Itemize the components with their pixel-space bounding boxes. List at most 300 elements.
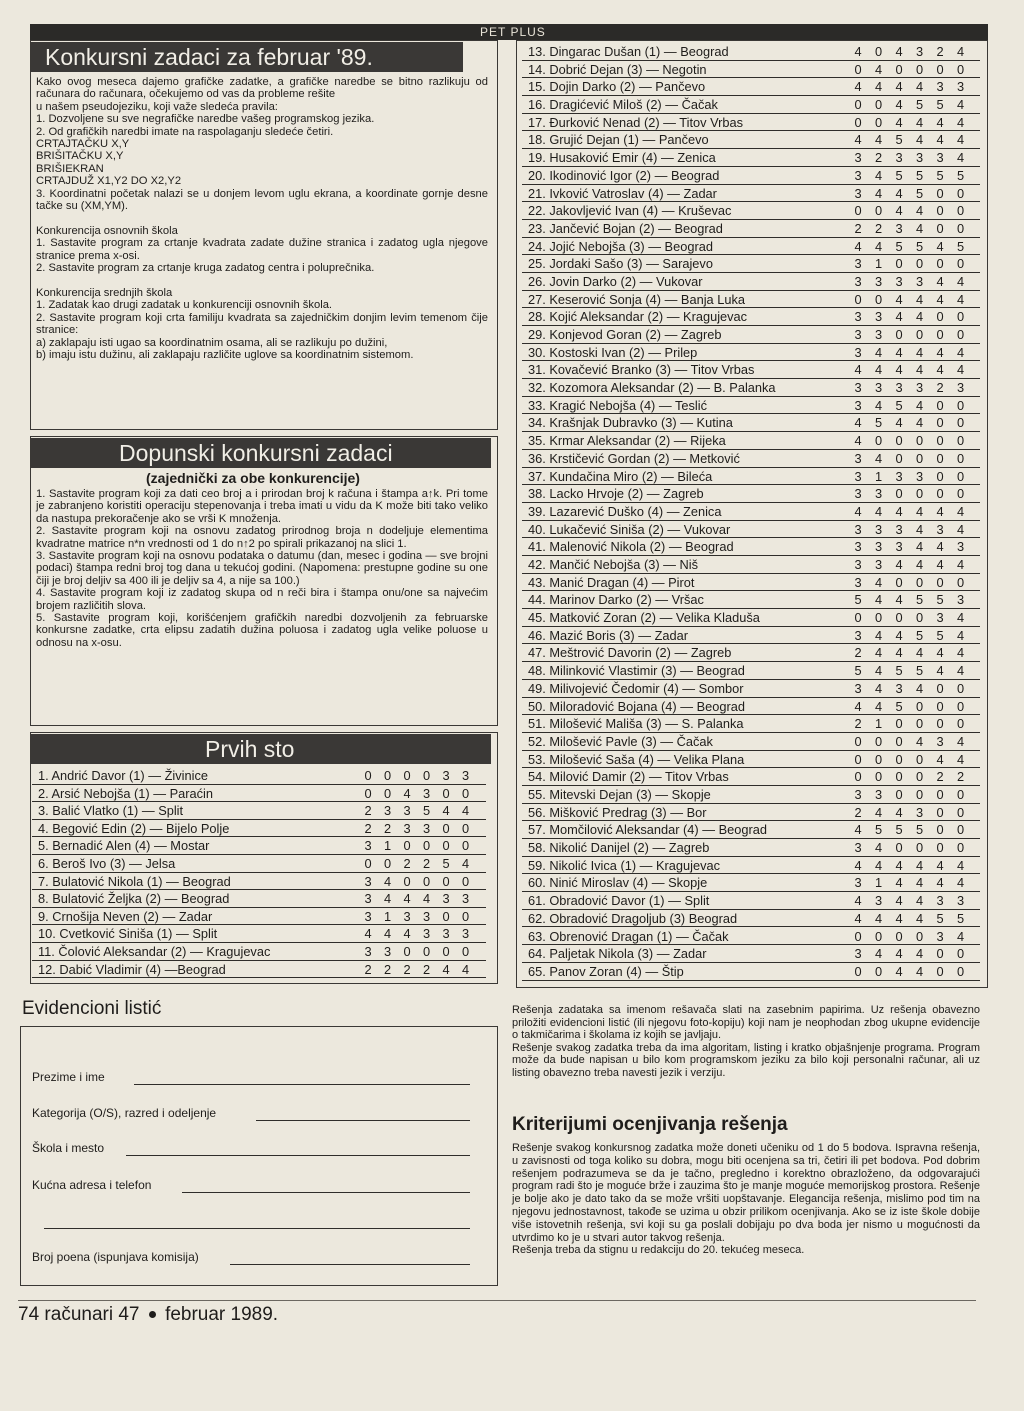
score-cell: 0	[915, 698, 924, 714]
score-cell: 4	[895, 362, 903, 378]
score-cell: 3	[854, 946, 862, 962]
score-cell: 4	[956, 557, 965, 572]
score-cell: 3	[442, 891, 450, 907]
contestant-name: 48. Milinković Vlastimir (3) — Beograd	[528, 663, 745, 679]
table-row	[32, 837, 486, 855]
form-field-label: Prezime i ime	[32, 1070, 105, 1084]
score-cell: 4	[956, 362, 965, 378]
score-cell: 2	[403, 856, 411, 871]
contestant-name: 42. Mančić Nebojša (3) — Niš	[528, 557, 698, 572]
table-row	[522, 928, 980, 946]
score-cell: 3	[854, 185, 862, 201]
score-cell: 2	[854, 220, 862, 236]
table-row	[522, 291, 980, 309]
score-cell: 0	[936, 256, 944, 272]
score-cell: 0	[895, 433, 903, 449]
score-cell: 2	[936, 44, 944, 59]
score-cell: 0	[442, 785, 450, 801]
score-cell: 3	[854, 875, 862, 891]
form-field-line[interactable]	[182, 1192, 470, 1193]
score-cell: 5	[895, 132, 903, 148]
score-cell: 0	[874, 733, 883, 749]
score-cell: 5	[936, 592, 944, 608]
score-cell: 0	[936, 397, 944, 413]
score-cell: 2	[403, 961, 411, 977]
contestant-name: 27. Keserović Sonja (4) — Banja Luka	[528, 291, 745, 307]
score-cell: 3	[956, 539, 965, 555]
score-cell: 3	[854, 167, 862, 183]
score-cell: 4	[956, 928, 965, 944]
score-cell: 3	[895, 150, 903, 166]
contestant-name: 32. Kozomora Aleksandar (2) — B. Palanka	[528, 380, 776, 396]
score-cell: 3	[854, 486, 862, 502]
score-cell: 5	[895, 238, 903, 254]
contestant-name: 1. Andrić Davor (1) — Živinice	[38, 768, 208, 783]
score-cell: 1	[874, 468, 883, 484]
table-row	[32, 925, 486, 943]
contestant-name: 59. Nikolić Ivica (1) — Kragujevac	[528, 857, 721, 873]
score-cell: 0	[874, 44, 883, 59]
score-cell: 4	[956, 627, 965, 643]
score-cell: 5	[915, 627, 924, 643]
score-cell: 3	[915, 380, 924, 396]
score-cell: 3	[874, 521, 883, 537]
score-cell: 4	[956, 645, 965, 661]
score-cell: 0	[915, 433, 924, 449]
score-cell: 4	[936, 539, 944, 555]
score-cell: 1	[383, 838, 392, 854]
score-cell: 0	[461, 944, 470, 959]
score-cell: 0	[936, 468, 944, 484]
score-cell: 2	[364, 961, 372, 977]
contestant-name: 24. Jojić Nebojša (3) — Beograd	[528, 238, 713, 254]
score-cell: 3	[422, 926, 431, 942]
score-cell: 4	[936, 857, 944, 873]
contest-text: Kako ovog meseca dajemo grafičke zadatke, a grafičke naredbe se bitno razlikuju od računara do računara, očekujemo od vas da probleme rešite u našem pseudojeziku, koji važe sledeća pravila: 1. Dozvoljene su sve negrafičke naredbe vašeg programskog jezika. 2. Od grafičkih naredbi imate na raspolaganju sledeće četiri. CRTAJTAČKU X,Y BRIŠITAČKU X,Y BRIŠIEKRAN CRTAJDUŽ X1,Y2 DO X2,Y2 3. Koordinatni početak nalazi se u donjem levom uglu ekrana, a koordinate gornje desne tačke su (XM,YM). Konkurencija osnovnih škola 1. Sastavite program za crtanje kvadrata zadate dužine stranica i zadatog ugla njegove stranice prema x-osi. 2. Sastavite program za crtanje kruga zadatog centra i poluprečnika. Konkurencija srednjih škola 1. Zadatak kao drugi zadatak u konkurenciji osnovnih škola. 2. Sastavite program koji crta familiju kvadrata sa zajedničkim donjim levim temenom čije stranice: a) zaklapaju isti ugao sa koordinatnim osama, ali se razlikuju po dužini, b) imaju istu dužinu, ali zaklapaju različite uglove sa koordinatnim sistemom.	[36, 76, 488, 361]
score-cell: 4	[895, 557, 903, 572]
score-cell: 0	[936, 61, 944, 77]
score-cell: 1	[383, 908, 392, 924]
score-cell: 3	[854, 273, 862, 289]
contestant-name: 65. Panov Zoran (4) — Štip	[528, 963, 684, 979]
contestant-name: 12. Dabić Vladimir (4) —Beograd	[38, 961, 226, 977]
score-cell: 4	[895, 875, 903, 891]
contestant-name: 31. Kovačević Branko (3) — Titov Vrbas	[528, 362, 755, 378]
score-cell: 5	[854, 663, 862, 679]
score-cell: 4	[874, 185, 883, 201]
score-cell: 3	[854, 557, 862, 572]
score-cell: 0	[895, 61, 903, 77]
score-cell: 3	[915, 44, 924, 59]
extra-text: 1. Sastavite program koji za dati ceo broj a i prirodan broj k računa i štampa a↑k. Pri tome je zabranjeno koristiti operaciju stepenovanja i treba imati u vidu da K može biti tako veliko da nastupa prekoračenje ako se vrši K množenja. 2. Sastavite program koji na osnovu zadatog prirodnog broja n dodeljuje elementima kvadratne matrice n*n vrednosti od 1 do n↑2 po spirali prikazanoj na slici 1. 3. Sastavite program koji na osnovu podataka o datumu (dan, mesec i godina — sve brojni podaci) štampa redni broj tog dana u tekućoj godini. (Napomena: prestupne godine su one čiji je broj deljiv sa 400 ili je deljiv sa 4, a nije sa 100.) 4. Sastavite program koji iz zadatog skupa od n reči bira i štampa onu/one sa najvećim brojem različitih slova. 5. Sastavite program koji, korišćenjem grafičkih naredbi dozvoljenih za februarske konkursne zadatke, crta elipsu zadatih dužina poluosa i zadatog ugla velike poluose u odnosu na x-osu.	[36, 488, 488, 649]
contestant-name: 21. Ivković Vatroslav (4) — Zadar	[528, 185, 717, 201]
score-cell: 3	[854, 256, 862, 272]
table-row	[522, 131, 980, 149]
score-cell: 0	[854, 61, 862, 77]
table-row	[522, 857, 980, 875]
contestant-name: 26. Jovin Darko (2) — Vukovar	[528, 273, 703, 289]
score-cell: 4	[936, 114, 944, 130]
score-cell: 0	[956, 963, 965, 979]
score-cell: 2	[956, 769, 965, 785]
score-cell: 4	[874, 946, 883, 962]
score-cell: 0	[915, 610, 924, 626]
score-cell: 3	[936, 79, 944, 95]
score-cell: 4	[956, 150, 965, 166]
contestant-name: 2. Arsić Nebojša (1) — Paraćin	[38, 785, 213, 801]
contestant-name: 46. Mazić Boris (3) — Zadar	[528, 627, 689, 643]
table-row	[32, 785, 486, 803]
score-cell: 5	[895, 698, 903, 714]
score-cell: 0	[956, 716, 965, 732]
score-cell: 3	[461, 926, 470, 942]
table-row	[522, 556, 980, 574]
score-cell: 5	[915, 238, 924, 254]
score-cell: 5	[936, 627, 944, 643]
score-cell: 0	[895, 840, 903, 856]
score-cell: 4	[461, 856, 470, 871]
contestant-name: 61. Obradović Davor (1) — Split	[528, 893, 710, 909]
score-cell: 4	[874, 574, 883, 590]
score-cell: 4	[956, 503, 965, 519]
form-field-line[interactable]	[256, 1120, 470, 1121]
table-row	[522, 963, 980, 981]
score-cell: 5	[422, 803, 431, 819]
score-cell: 4	[895, 503, 903, 519]
score-cell: 0	[854, 203, 862, 219]
score-cell: 3	[854, 450, 862, 466]
contestant-name: 47. Meštrović Davorin (2) — Zagreb	[528, 645, 732, 661]
score-cell: 0	[936, 698, 944, 714]
score-cell: 4	[895, 910, 903, 926]
score-cell: 5	[936, 97, 944, 113]
score-cell: 4	[874, 680, 883, 696]
score-cell: 4	[874, 910, 883, 926]
score-cell: 4	[874, 627, 883, 643]
table-row	[522, 78, 980, 96]
table-row	[522, 715, 980, 733]
score-cell: 3	[364, 873, 372, 889]
contestant-name: 56. Mišković Predrag (3) — Bor	[528, 804, 707, 820]
score-cell: 0	[364, 785, 372, 801]
contestant-name: 45. Matković Zoran (2) — Velika Kladuša	[528, 610, 760, 626]
score-cell: 3	[854, 786, 862, 802]
score-cell: 0	[874, 928, 883, 944]
score-cell: 0	[854, 928, 862, 944]
contestant-name: 11. Čolović Aleksandar (2) — Kragujevac	[38, 944, 271, 959]
score-cell: 0	[383, 856, 392, 871]
score-cell: 0	[956, 220, 965, 236]
score-cell: 5	[936, 910, 944, 926]
score-cell: 0	[936, 486, 944, 502]
score-cell: 0	[874, 291, 883, 307]
score-cell: 4	[895, 185, 903, 201]
score-cell: 2	[422, 856, 431, 871]
form-box	[20, 1026, 498, 1286]
score-cell: 3	[854, 521, 862, 537]
score-cell: 0	[874, 97, 883, 113]
score-cell: 0	[936, 309, 944, 325]
score-cell: 4	[422, 891, 431, 907]
score-cell: 4	[895, 415, 903, 431]
score-cell: 4	[936, 132, 944, 148]
form-field-line[interactable]	[134, 1084, 470, 1085]
score-cell: 0	[956, 203, 965, 219]
score-cell: 0	[936, 415, 944, 431]
table-row	[522, 892, 980, 910]
score-cell: 4	[874, 698, 883, 714]
score-cell: 4	[461, 803, 470, 819]
score-cell: 3	[895, 380, 903, 396]
table-row	[32, 943, 486, 961]
score-cell: 4	[854, 893, 862, 909]
score-cell: 0	[915, 256, 924, 272]
score-cell: 4	[383, 926, 392, 942]
score-cell: 0	[956, 840, 965, 856]
instructions-text: Rešenja zadataka sa imenom rešavača slati na zasebnim papirima. Uz rešenja obavezno priložiti evidencioni listić (ili njegovu foto-kopiju) koji nam je neophodan zbog ukupne evidencije o takmičarima i školama iz kojih se javljaju. Rešenje svakog zadatka treba da ima algoritam, listing i kratko objašnjenje programa. Program može da bude napisan u bilo kom programskom jeziku za bilo koji personalni računar, ali uz listing obavezno treba navesti jezik i verziju.	[512, 1004, 980, 1079]
score-cell: 4	[915, 557, 924, 572]
score-cell: 0	[854, 97, 862, 113]
score-cell: 0	[895, 610, 903, 626]
contestant-name: 38. Lacko Hrvoje (2) — Zagreb	[528, 486, 704, 502]
score-cell: 3	[915, 273, 924, 289]
table-row	[522, 397, 980, 415]
contestant-name: 19. Husaković Emir (4) — Zenica	[528, 150, 716, 166]
score-cell: 4	[874, 79, 883, 95]
form-field-label: Kategorija (O/S), razred i odeljenje	[32, 1106, 217, 1120]
score-cell: 0	[956, 61, 965, 77]
contestant-name: 8. Bulatović Željka (2) — Beograd	[38, 891, 230, 907]
score-cell: 4	[915, 645, 924, 661]
contestant-name: 33. Kragić Nebojša (4) — Teslić	[528, 397, 707, 413]
score-cell: 3	[854, 397, 862, 413]
score-cell: 4	[956, 610, 965, 626]
score-cell: 0	[936, 716, 944, 732]
score-cell: 3	[874, 380, 883, 396]
score-cell: 3	[403, 908, 411, 924]
score-cell: 4	[895, 97, 903, 113]
contestant-name: 16. Dragićević Miloš (2) — Čačak	[528, 97, 718, 113]
score-cell: 2	[854, 804, 862, 820]
form-field-line[interactable]	[44, 1228, 470, 1229]
contestant-name: 55. Mitevski Dejan (3) — Skopje	[528, 786, 711, 802]
score-cell: 0	[895, 574, 903, 590]
table-row	[522, 503, 980, 521]
score-cell: 5	[956, 167, 965, 183]
score-cell: 4	[364, 926, 372, 942]
table-row	[522, 680, 980, 698]
score-cell: 0	[874, 963, 883, 979]
contestant-name: 5. Bernadić Alen (4) — Mostar	[38, 838, 210, 854]
contestant-name: 49. Milivojević Čedomir (4) — Sombor	[528, 680, 744, 696]
contestant-name: 7. Bulatović Nikola (1) — Beograd	[38, 873, 231, 889]
score-cell: 4	[895, 645, 903, 661]
score-cell: 0	[895, 733, 903, 749]
score-cell: 3	[895, 539, 903, 555]
score-cell: 0	[422, 768, 431, 783]
table-row	[522, 414, 980, 432]
contestant-name: 54. Milović Damir (2) — Titov Vrbas	[528, 769, 729, 785]
score-cell: 4	[915, 503, 924, 519]
score-cell: 1	[874, 256, 883, 272]
score-cell: 5	[915, 822, 924, 838]
score-cell: 4	[874, 167, 883, 183]
contestant-name: 23. Jančević Bojan (2) — Beograd	[528, 220, 723, 236]
score-cell: 0	[956, 946, 965, 962]
score-cell: 0	[915, 786, 924, 802]
contestant-name: 40. Lukačević Siniša (2) — Vukovar	[528, 521, 731, 537]
table-row	[522, 910, 980, 928]
form-field-line[interactable]	[230, 1264, 470, 1265]
score-cell: 4	[915, 362, 924, 378]
contestant-name: 17. Đurković Nenad (2) — Titov Vrbas	[528, 114, 744, 130]
score-cell: 4	[915, 539, 924, 555]
table-row	[522, 149, 980, 167]
contestant-name: 3. Balić Vlatko (1) — Split	[38, 803, 184, 819]
score-cell: 3	[854, 380, 862, 396]
score-cell: 3	[936, 733, 944, 749]
score-cell: 0	[364, 768, 372, 783]
prvih-sto-title: Prvih sto	[31, 734, 491, 764]
score-cell: 3	[442, 768, 450, 783]
score-cell: 0	[915, 928, 924, 944]
contestant-name: 64. Paljetak Nikola (3) — Zadar	[528, 946, 707, 962]
score-cell: 4	[915, 397, 924, 413]
score-cell: 2	[936, 380, 944, 396]
score-cell: 4	[915, 291, 924, 307]
contestant-name: 52. Milošević Pavle (3) — Čačak	[528, 733, 713, 749]
score-cell: 0	[936, 786, 944, 802]
score-cell: 0	[936, 450, 944, 466]
table-row	[522, 61, 980, 79]
table-row	[522, 308, 980, 326]
score-cell: 5	[895, 822, 903, 838]
score-cell: 3	[422, 785, 431, 801]
score-cell: 0	[936, 574, 944, 590]
score-cell: 4	[874, 61, 883, 77]
issue-date: februar 1989.	[165, 1304, 279, 1325]
score-cell: 4	[383, 873, 392, 889]
score-cell: 3	[874, 273, 883, 289]
score-cell: 0	[936, 220, 944, 236]
score-cell: 4	[854, 79, 862, 95]
table-row	[522, 874, 980, 892]
score-cell: 4	[956, 875, 965, 891]
table-row	[522, 344, 980, 362]
score-cell: 4	[895, 79, 903, 95]
score-cell: 0	[936, 185, 944, 201]
form-field-label: Škola i mesto	[32, 1141, 105, 1155]
score-cell: 0	[874, 433, 883, 449]
score-cell: 0	[383, 768, 392, 783]
score-cell: 3	[854, 574, 862, 590]
score-cell: 4	[854, 910, 862, 926]
score-cell: 0	[956, 185, 965, 201]
table-row	[522, 202, 980, 220]
contest-title: Konkursni zadaci za februar '89.	[31, 42, 463, 72]
score-cell: 3	[915, 804, 924, 820]
score-cell: 3	[364, 838, 372, 854]
contestant-name: 63. Obrenović Dragan (1) — Čačak	[528, 928, 729, 944]
score-cell: 3	[956, 893, 965, 909]
score-cell: 4	[442, 961, 450, 977]
score-cell: 3	[874, 327, 883, 343]
score-cell: 0	[956, 804, 965, 820]
score-cell: 4	[874, 804, 883, 820]
score-cell: 4	[956, 273, 965, 289]
score-cell: 3	[364, 944, 372, 959]
table-row	[522, 662, 980, 680]
score-cell: 4	[442, 803, 450, 819]
table-row	[32, 961, 486, 979]
score-cell: 4	[915, 733, 924, 749]
score-cell: 0	[874, 610, 883, 626]
score-cell: 2	[854, 645, 862, 661]
score-cell: 3	[854, 627, 862, 643]
table-row	[32, 873, 486, 891]
score-cell: 0	[364, 856, 372, 871]
score-cell: 4	[854, 44, 862, 59]
score-cell: 3	[956, 79, 965, 95]
score-cell: 0	[461, 873, 470, 889]
score-cell: 0	[874, 769, 883, 785]
score-cell: 5	[895, 397, 903, 413]
score-cell: 3	[895, 220, 903, 236]
score-cell: 0	[956, 309, 965, 325]
score-cell: 0	[915, 840, 924, 856]
score-cell: 0	[956, 822, 965, 838]
table-row	[522, 96, 980, 114]
score-cell: 0	[915, 716, 924, 732]
score-cell: 4	[403, 891, 411, 907]
contestant-name: 36. Krstičević Gordan (2) — Metković	[528, 450, 740, 466]
score-cell: 4	[854, 415, 862, 431]
score-cell: 4	[854, 433, 862, 449]
table-row	[522, 326, 980, 344]
score-cell: 4	[874, 450, 883, 466]
table-row	[522, 485, 980, 503]
score-cell: 3	[874, 539, 883, 555]
score-cell: 4	[895, 114, 903, 130]
score-cell: 0	[422, 838, 431, 854]
score-cell: 2	[854, 716, 862, 732]
score-cell: 5	[915, 185, 924, 201]
score-cell: 0	[915, 574, 924, 590]
contestant-name: 43. Manić Dragan (4) — Pirot	[528, 574, 695, 590]
score-cell: 4	[915, 132, 924, 148]
score-cell: 4	[915, 344, 924, 360]
score-cell: 3	[461, 891, 470, 907]
score-cell: 0	[895, 786, 903, 802]
score-cell: 4	[874, 344, 883, 360]
score-cell: 4	[854, 503, 862, 519]
form-field-line[interactable]	[126, 1155, 470, 1156]
score-cell: 0	[895, 486, 903, 502]
score-cell: 2	[874, 220, 883, 236]
score-cell: 3	[895, 680, 903, 696]
score-cell: 0	[936, 946, 944, 962]
score-cell: 4	[936, 557, 944, 572]
score-cell: 4	[915, 680, 924, 696]
score-cell: 4	[895, 291, 903, 307]
score-cell: 4	[956, 733, 965, 749]
table-row	[32, 767, 486, 785]
score-cell: 0	[422, 873, 431, 889]
table-row	[522, 786, 980, 804]
contestant-name: 50. Miloradović Bojana (4) — Beograd	[528, 698, 745, 714]
score-cell: 4	[956, 291, 965, 307]
score-cell: 3	[936, 928, 944, 944]
